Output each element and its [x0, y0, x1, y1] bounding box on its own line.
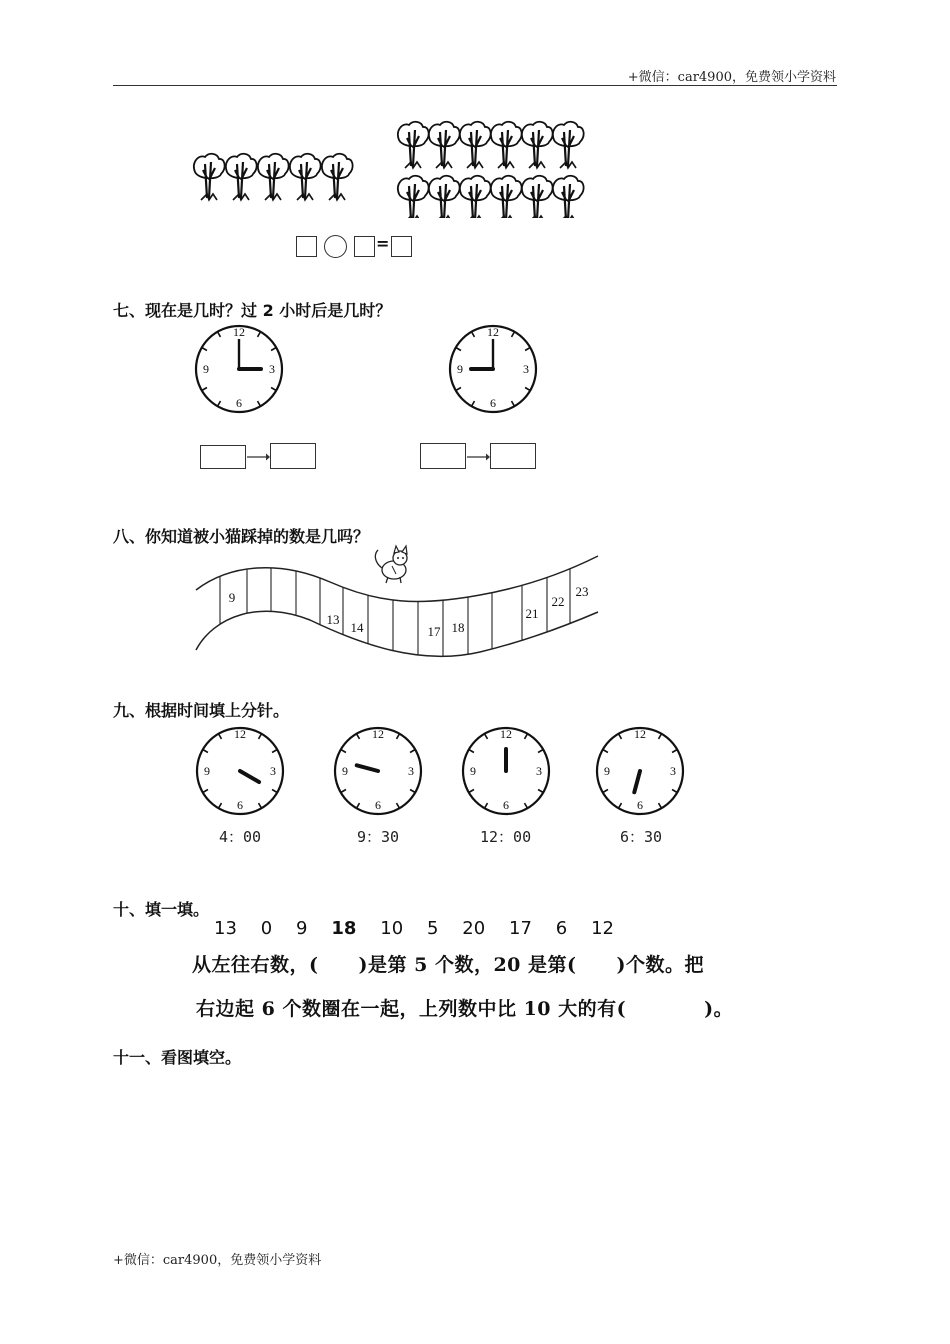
equation-box-result[interactable]: [391, 236, 412, 257]
clock-7-1: [191, 321, 287, 417]
seq-number: 5: [427, 918, 439, 939]
equation-box-2[interactable]: [354, 236, 375, 257]
clock-number: 9: [342, 764, 348, 778]
clock-number: 3: [269, 362, 275, 376]
seq-number: 9: [296, 918, 308, 939]
number-sequence: [214, 918, 614, 939]
equals-sign: =: [376, 234, 390, 253]
clock-center: [505, 770, 508, 773]
clock-number: 12: [372, 727, 384, 741]
tree-icon: [491, 122, 522, 168]
clock-9-2: [330, 723, 426, 819]
tree-icon: [429, 122, 460, 168]
clock-number: 3: [270, 764, 276, 778]
arrow-7-2: [466, 450, 490, 464]
clock-number: 6: [490, 396, 496, 410]
clock-number: 6: [375, 798, 381, 812]
clock-9-3: [458, 723, 554, 819]
clock-number: 3: [523, 362, 529, 376]
tree-icon: [553, 122, 584, 168]
cat-icon: [375, 546, 407, 583]
road-number: 13: [326, 612, 340, 627]
fill-line-2-part-b: )。: [704, 998, 734, 1020]
clock-center: [639, 770, 642, 773]
tree-icon: [429, 176, 460, 218]
clock-9-4: [592, 723, 688, 819]
tree-icon: [553, 176, 584, 218]
clock-number: 12: [487, 325, 499, 339]
seq-number: 17: [509, 918, 532, 939]
clock-9-1: [192, 723, 288, 819]
clock-number: 3: [670, 764, 676, 778]
section-10-title: 十、填一填。: [113, 900, 210, 919]
clock-number: 6: [237, 798, 243, 812]
clock-9-1-label: 4：00: [219, 828, 262, 846]
tree-icon: [460, 122, 491, 168]
clock-number: 9: [604, 764, 610, 778]
tree-icon: [491, 176, 522, 218]
road-number: 14: [350, 620, 364, 635]
tree-icon: [194, 154, 225, 200]
seq-number: 6: [555, 918, 568, 939]
tree-icon: [290, 154, 321, 200]
tree-icon: [398, 122, 429, 168]
clock-number: 3: [408, 764, 414, 778]
road-number: 23: [575, 584, 589, 599]
clock-number: 9: [203, 362, 209, 376]
tree-icon: [258, 154, 289, 200]
road-number: 9: [228, 590, 236, 605]
clock-9-4-label: 6：30: [620, 828, 663, 846]
footer-note: +微信：car4900，免费领小学资料: [113, 1253, 322, 1268]
tree-icon: [398, 176, 429, 218]
seq-number: 13: [214, 918, 237, 939]
seq-number: 10: [380, 918, 404, 939]
clock-number: 12: [634, 727, 646, 741]
section-9-title: 九、根据时间填上分针。: [113, 701, 290, 720]
clock-9-2-label: 9：30: [357, 828, 400, 846]
header-note: +微信：car4900，免费领小学资料: [627, 70, 836, 85]
seq-number: 18: [331, 918, 357, 939]
clock-number: 6: [637, 798, 643, 812]
answer-box-7-1a[interactable]: [200, 445, 246, 469]
road-number: 22: [551, 594, 565, 609]
seq-number: 12: [591, 918, 614, 939]
fill-line-1-part-c: )个数。把: [616, 954, 704, 976]
tree-icon: [322, 154, 353, 200]
number-road: [190, 540, 610, 670]
clock-center: [239, 770, 242, 773]
clock-number: 6: [503, 798, 509, 812]
trees-illustration: [185, 118, 605, 218]
clock-number: 12: [233, 325, 245, 339]
tree-icon: [522, 176, 553, 218]
clock-center: [238, 368, 241, 371]
clock-number: 12: [500, 727, 512, 741]
section-8-title: 八、你知道被小猫踩掉的数是几吗？: [113, 527, 370, 546]
clock-number: 12: [234, 727, 246, 741]
clock-7-2: [445, 321, 541, 417]
answer-box-7-2b[interactable]: [490, 443, 536, 469]
header-rule: [113, 85, 837, 86]
clock-number: 9: [470, 764, 476, 778]
equation-operator-circle[interactable]: [324, 235, 347, 258]
road-number: 18: [451, 620, 465, 635]
fill-line-1-part-b: )是第 5 个数，20 是第(: [358, 954, 577, 976]
tree-icon: [226, 154, 257, 200]
section-11-title: 十一、看图填空。: [113, 1048, 242, 1067]
seq-number: 0: [260, 918, 273, 939]
fill-line-2: [196, 994, 733, 1021]
clock-center: [492, 368, 495, 371]
clock-number: 6: [236, 396, 242, 410]
road-number: 17: [427, 624, 441, 639]
seq-number: 20: [462, 918, 486, 939]
tree-icon: [460, 176, 491, 218]
answer-box-7-2a[interactable]: [420, 443, 466, 469]
answer-box-7-1b[interactable]: [270, 443, 316, 469]
clock-number: 3: [536, 764, 542, 778]
clock-number: 9: [457, 362, 463, 376]
clock-9-3-label: 12：00: [480, 828, 532, 846]
tree-icon: [522, 122, 553, 168]
clock-number: 9: [204, 764, 210, 778]
fill-line-1: [192, 950, 704, 977]
arrow-7-1: [246, 450, 270, 464]
section-7-title: 七、现在是几时？过 2 小时后是几时？: [113, 301, 392, 320]
clock-center: [377, 770, 380, 773]
equation-box-1[interactable]: [296, 236, 317, 257]
road-number: 21: [525, 606, 539, 621]
fill-line-2-part-a: 右边起 6 个数圈在一起，上列数中比 10 大的有(: [196, 998, 627, 1020]
fill-line-1-part-a: 从左往右数，(: [192, 954, 319, 976]
